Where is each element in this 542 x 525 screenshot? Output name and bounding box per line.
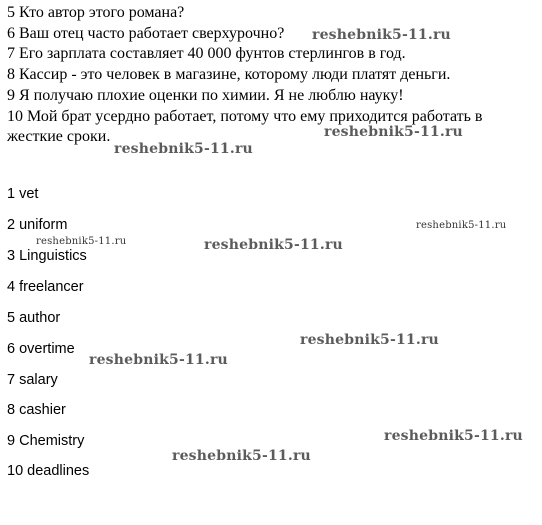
answer-2: 2 uniform [7,217,68,233]
sentence-10: 10 Мой брат усердно работает, потому что ему приходится работать в жесткие сроки. [7,107,483,146]
watermark: reshebnik5-11.ru [384,428,523,444]
answer-9: 9 Chemistry [7,433,85,449]
watermark: reshebnik5-11.ru [114,141,253,157]
watermark: reshebnik5-11.ru [36,236,127,247]
sentence-5: 5 Кто автор этого романа? [7,4,185,21]
watermark: reshebnik5-11.ru [324,124,463,140]
answer-6: 6 overtime [7,341,75,357]
watermark: reshebnik5-11.ru [204,237,343,253]
answer-8: 8 cashier [7,402,66,418]
watermark: reshebnik5-11.ru [416,220,507,231]
answer-10: 10 deadlines [7,463,90,479]
answer-5: 5 author [7,310,61,326]
watermark: reshebnik5-11.ru [89,352,228,368]
sentence-6: 6 Ваш отец часто работает сверхурочно? [7,24,285,42]
sentence-8: 8 Кассир - это человек в магазине, которому люди платят деньги. [7,66,451,84]
watermark: reshebnik5-11.ru [300,332,439,348]
answer-7: 7 salary [7,372,58,388]
answer-4: 4 freelancer [7,279,84,295]
watermark: reshebnik5-11.ru [172,448,311,464]
sentence-9: 9 Я получаю плохие оценки по химии. Я не люблю науку! [7,86,404,104]
sentence-7: 7 Его зарплата составляет 40 000 фунтов стерлингов в год. [7,45,406,63]
watermark: reshebnik5-11.ru [312,27,451,43]
answer-3: 3 Linguistics [7,248,87,264]
answer-1: 1 vet [7,186,39,202]
